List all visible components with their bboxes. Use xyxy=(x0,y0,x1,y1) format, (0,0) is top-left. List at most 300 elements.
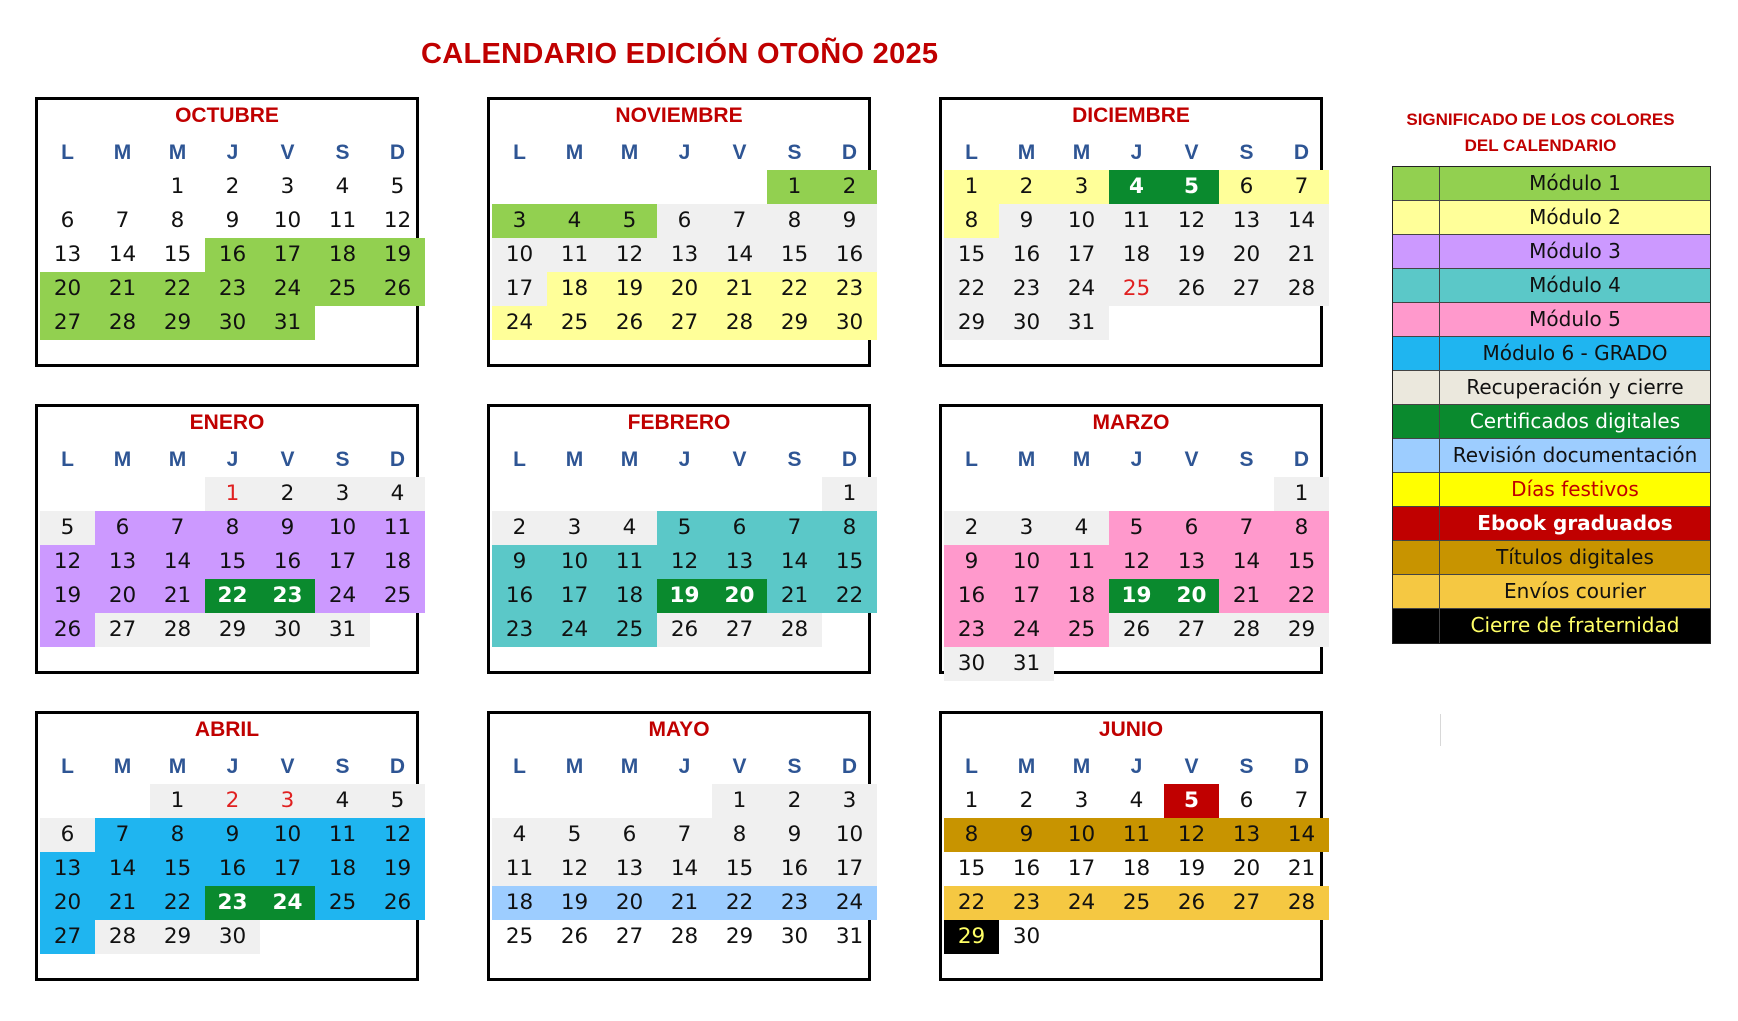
day-cell: 6 xyxy=(60,208,75,233)
legend-swatch xyxy=(1393,507,1440,540)
legend-label: Certificados digitales xyxy=(1440,405,1710,438)
day-cell: 28 xyxy=(767,613,822,647)
day-cell: 22 xyxy=(944,272,999,306)
day-cell: 16 xyxy=(999,238,1054,272)
weekday-label: J xyxy=(1130,141,1143,164)
day-cell: 28 xyxy=(1219,613,1274,647)
day-cell: 29 xyxy=(205,613,260,647)
day-cell: 11 xyxy=(315,818,370,852)
day-cell: 18 xyxy=(1054,579,1109,613)
day-cell: 13 xyxy=(1219,818,1274,852)
day-grid xyxy=(40,477,425,647)
day-cell: 10 xyxy=(315,511,370,545)
day-cell: 25 xyxy=(315,886,370,920)
weekday-header xyxy=(944,136,1329,170)
day-cell: 24 xyxy=(822,886,877,920)
day-cell: 25 xyxy=(370,579,425,613)
day-cell: 22 xyxy=(1274,579,1329,613)
day-cell: 25 xyxy=(602,613,657,647)
legend-label: Cierre de fraternidad xyxy=(1440,609,1710,643)
weekday-label: V xyxy=(1184,448,1199,471)
day-cell: 5 xyxy=(657,511,712,545)
day-cell: 5 xyxy=(1164,784,1219,818)
day-cell: 15 xyxy=(150,852,205,886)
weekday-label: M xyxy=(1017,141,1036,164)
day-cell: 19 xyxy=(602,272,657,306)
day-cell: 18 xyxy=(602,579,657,613)
day-cell: 3 xyxy=(1074,788,1089,813)
empty-cell xyxy=(547,784,602,818)
day-cell: 12 xyxy=(40,545,95,579)
weekday-label: J xyxy=(1130,448,1143,471)
weekday-label: M xyxy=(620,141,639,164)
month-name: MARZO xyxy=(1092,411,1170,434)
weekday-label: L xyxy=(965,448,978,471)
weekday-header xyxy=(492,443,877,477)
legend-item xyxy=(1393,507,1710,541)
day-cell: 21 xyxy=(150,579,205,613)
divider xyxy=(1440,714,1441,746)
day-cell: 2 xyxy=(492,511,547,545)
day-cell: 22 xyxy=(822,579,877,613)
day-cell: 14 xyxy=(1274,204,1329,238)
day-cell: 30 xyxy=(780,924,809,949)
day-cell: 8 xyxy=(944,204,999,238)
day-cell: 13 xyxy=(40,852,95,886)
day-grid xyxy=(492,477,877,647)
weekday-label: D xyxy=(389,755,406,778)
day-cell: 19 xyxy=(1109,579,1164,613)
day-cell: 14 xyxy=(1219,545,1274,579)
weekday-header xyxy=(492,750,877,784)
weekday-label: S xyxy=(787,141,802,164)
day-cell: 13 xyxy=(53,242,82,267)
day-cell: 13 xyxy=(712,545,767,579)
empty-cell xyxy=(712,477,767,511)
day-cell: 5 xyxy=(602,204,657,238)
day-cell: 20 xyxy=(1164,579,1219,613)
day-cell: 19 xyxy=(547,886,602,920)
day-cell: 9 xyxy=(999,818,1054,852)
day-cell: 8 xyxy=(150,818,205,852)
legend-label: Módulo 1 xyxy=(1440,167,1710,200)
day-cell: 27 xyxy=(1219,272,1274,306)
day-cell: 16 xyxy=(205,238,260,272)
empty-cell xyxy=(40,170,95,204)
day-cell: 22 xyxy=(150,886,205,920)
day-cell: 8 xyxy=(1274,511,1329,545)
day-cell: 16 xyxy=(944,579,999,613)
day-cell: 27 xyxy=(712,613,767,647)
legend-item xyxy=(1393,337,1710,371)
day-cell: 10 xyxy=(492,238,547,272)
day-cell: 8 xyxy=(767,204,822,238)
weekday-label: J xyxy=(678,448,691,471)
empty-cell xyxy=(95,170,150,204)
day-cell: 26 xyxy=(1164,886,1219,920)
empty-cell xyxy=(1219,477,1274,511)
day-cell: 20 xyxy=(712,579,767,613)
day-cell: 26 xyxy=(1109,613,1164,647)
legend-swatch xyxy=(1393,609,1440,643)
day-cell: 12 xyxy=(1164,818,1219,852)
month-febrero xyxy=(487,404,871,674)
legend-title-line1: SIGNIFICADO DE LOS COLORES xyxy=(1406,110,1675,129)
legend-swatch xyxy=(1393,235,1440,268)
day-cell: 23 xyxy=(205,886,260,920)
legend-swatch xyxy=(1393,269,1440,302)
day-cell: 12 xyxy=(1164,204,1219,238)
weekday-label: L xyxy=(513,448,526,471)
day-cell: 4 xyxy=(492,818,547,852)
weekday-header xyxy=(944,443,1329,477)
day-cell: 21 xyxy=(767,579,822,613)
day-cell: 7 xyxy=(1294,788,1309,813)
legend-swatch xyxy=(1393,337,1440,370)
weekday-label: D xyxy=(389,448,406,471)
weekday-label: M xyxy=(113,448,132,471)
legend-swatch xyxy=(1393,473,1440,506)
day-cell: 2 xyxy=(260,477,315,511)
weekday-label: J xyxy=(1130,755,1143,778)
day-cell: 23 xyxy=(205,272,260,306)
day-cell: 15 xyxy=(767,238,822,272)
legend-label: Módulo 5 xyxy=(1440,303,1710,336)
weekday-label: D xyxy=(1293,141,1310,164)
day-cell: 29 xyxy=(1274,613,1329,647)
legend-item xyxy=(1393,235,1710,269)
month-mayo xyxy=(487,711,871,981)
day-cell: 1 xyxy=(205,477,260,511)
day-cell: 30 xyxy=(999,306,1054,340)
day-cell: 5 xyxy=(390,174,405,199)
day-cell: 5 xyxy=(1109,511,1164,545)
weekday-label: J xyxy=(226,448,239,471)
day-cell: 15 xyxy=(205,545,260,579)
empty-cell xyxy=(944,477,999,511)
day-cell: 31 xyxy=(315,613,370,647)
day-cell: 15 xyxy=(957,856,986,881)
day-cell: 15 xyxy=(1274,545,1329,579)
month-enero xyxy=(35,404,419,674)
day-cell: 27 xyxy=(95,613,150,647)
legend-swatch xyxy=(1393,541,1440,574)
day-cell: 1 xyxy=(1274,477,1329,511)
empty-cell xyxy=(657,477,712,511)
day-cell: 6 xyxy=(657,204,712,238)
weekday-label: M xyxy=(1017,755,1036,778)
day-cell: 7 xyxy=(150,511,205,545)
day-cell: 15 xyxy=(163,242,192,267)
day-cell: 21 xyxy=(657,886,712,920)
day-cell: 27 xyxy=(40,306,95,340)
day-cell: 16 xyxy=(822,238,877,272)
day-cell: 20 xyxy=(602,886,657,920)
day-cell: 1 xyxy=(150,784,205,818)
day-cell: 19 xyxy=(370,238,425,272)
day-cell: 6 xyxy=(95,511,150,545)
day-cell: 7 xyxy=(1274,170,1329,204)
day-cell: 10 xyxy=(547,545,602,579)
day-cell: 10 xyxy=(273,208,302,233)
month-abril xyxy=(35,711,419,981)
day-cell: 29 xyxy=(944,306,999,340)
day-cell: 20 xyxy=(40,272,95,306)
month-name: MAYO xyxy=(648,718,710,741)
day-cell: 6 xyxy=(1219,170,1274,204)
day-cell: 31 xyxy=(260,306,315,340)
day-cell: 20 xyxy=(40,886,95,920)
day-cell: 17 xyxy=(1067,856,1096,881)
day-cell: 11 xyxy=(1109,204,1164,238)
day-cell: 4 xyxy=(1054,511,1109,545)
month-name: JUNIO xyxy=(1098,718,1164,741)
weekday-label: S xyxy=(787,448,802,471)
day-cell: 30 xyxy=(944,647,999,681)
day-cell: 28 xyxy=(95,920,150,954)
day-cell: 28 xyxy=(1274,272,1329,306)
empty-cell xyxy=(95,784,150,818)
legend-label: Módulo 3 xyxy=(1440,235,1710,268)
day-cell: 23 xyxy=(492,613,547,647)
day-cell: 30 xyxy=(1012,924,1041,949)
day-cell: 1 xyxy=(944,170,999,204)
weekday-label: J xyxy=(678,755,691,778)
month-name: DICIEMBRE xyxy=(1072,104,1190,127)
day-cell: 18 xyxy=(1109,238,1164,272)
day-grid xyxy=(944,784,1329,954)
day-cell: 26 xyxy=(370,886,425,920)
weekday-label: S xyxy=(335,141,350,164)
day-cell: 19 xyxy=(1177,856,1206,881)
weekday-label: J xyxy=(226,141,239,164)
weekday-label: V xyxy=(1184,755,1199,778)
day-cell: 9 xyxy=(999,204,1054,238)
day-cell: 18 xyxy=(315,852,370,886)
day-cell: 17 xyxy=(315,545,370,579)
day-cell: 1 xyxy=(964,788,979,813)
empty-cell xyxy=(767,477,822,511)
day-cell: 27 xyxy=(657,306,712,340)
day-cell: 14 xyxy=(712,238,767,272)
weekday-label: L xyxy=(61,141,74,164)
day-cell: 21 xyxy=(95,886,150,920)
day-cell: 29 xyxy=(725,924,754,949)
day-cell: 4 xyxy=(335,174,350,199)
weekday-header xyxy=(944,750,1329,784)
month-name: FEBRERO xyxy=(627,411,731,434)
empty-cell xyxy=(1054,477,1109,511)
day-cell: 14 xyxy=(657,852,712,886)
day-cell: 14 xyxy=(1274,818,1329,852)
day-cell: 22 xyxy=(712,886,767,920)
day-cell: 22 xyxy=(767,272,822,306)
weekday-label: M xyxy=(620,755,639,778)
day-cell: 5 xyxy=(40,511,95,545)
day-cell: 31 xyxy=(999,647,1054,681)
day-cell: 12 xyxy=(602,238,657,272)
day-cell: 9 xyxy=(260,511,315,545)
color-legend xyxy=(1392,166,1711,644)
weekday-label: L xyxy=(965,755,978,778)
day-cell: 9 xyxy=(767,818,822,852)
day-cell: 17 xyxy=(1054,238,1109,272)
day-cell: 9 xyxy=(944,545,999,579)
weekday-label: S xyxy=(1239,755,1254,778)
month-marzo xyxy=(939,404,1323,674)
weekday-header xyxy=(40,750,425,784)
day-cell: 3 xyxy=(492,204,547,238)
legend-item xyxy=(1393,167,1710,201)
day-cell: 29 xyxy=(767,306,822,340)
day-cell: 19 xyxy=(657,579,712,613)
weekday-label: M xyxy=(620,448,639,471)
empty-cell xyxy=(95,477,150,511)
day-cell: 9 xyxy=(225,208,240,233)
weekday-label: M xyxy=(565,141,584,164)
day-cell: 20 xyxy=(1219,238,1274,272)
empty-cell xyxy=(547,477,602,511)
day-cell: 1 xyxy=(822,477,877,511)
day-cell: 8 xyxy=(944,818,999,852)
day-cell: 25 xyxy=(1109,272,1164,306)
day-cell: 29 xyxy=(150,920,205,954)
day-cell: 5 xyxy=(370,784,425,818)
day-cell: 31 xyxy=(835,924,864,949)
day-cell: 25 xyxy=(505,924,534,949)
weekday-label: M xyxy=(168,448,187,471)
day-cell: 10 xyxy=(1054,204,1109,238)
day-cell: 11 xyxy=(1054,545,1109,579)
month-name: ABRIL xyxy=(194,718,260,741)
day-grid xyxy=(40,784,425,954)
day-cell: 23 xyxy=(260,579,315,613)
day-cell: 7 xyxy=(95,818,150,852)
day-cell: 3 xyxy=(260,784,315,818)
legend-label: Módulo 6 - GRADO xyxy=(1440,337,1710,370)
day-cell: 11 xyxy=(328,208,357,233)
day-cell: 19 xyxy=(370,852,425,886)
day-cell: 22 xyxy=(150,272,205,306)
day-cell: 27 xyxy=(1219,886,1274,920)
day-cell: 30 xyxy=(205,920,260,954)
day-cell: 7 xyxy=(767,511,822,545)
weekday-label: D xyxy=(1293,755,1310,778)
weekday-label: M xyxy=(565,755,584,778)
empty-cell xyxy=(492,477,547,511)
day-cell: 22 xyxy=(944,886,999,920)
day-cell: 4 xyxy=(1109,170,1164,204)
month-name: NOVIEMBRE xyxy=(615,104,743,127)
day-cell: 27 xyxy=(1164,613,1219,647)
day-cell: 21 xyxy=(712,272,767,306)
weekday-label: V xyxy=(1184,141,1199,164)
day-cell: 2 xyxy=(944,511,999,545)
weekday-label: V xyxy=(280,755,295,778)
month-junio xyxy=(939,711,1323,981)
day-cell: 27 xyxy=(615,924,644,949)
legend-label: Envíos courier xyxy=(1440,575,1710,608)
day-cell: 16 xyxy=(1012,856,1041,881)
empty-cell xyxy=(657,784,712,818)
day-cell: 26 xyxy=(602,306,657,340)
day-cell: 16 xyxy=(260,545,315,579)
legend-item xyxy=(1393,269,1710,303)
day-cell: 15 xyxy=(712,852,767,886)
empty-cell xyxy=(492,784,547,818)
day-cell: 3 xyxy=(315,477,370,511)
day-cell: 12 xyxy=(547,852,602,886)
month-name: OCTUBRE xyxy=(175,104,279,127)
day-cell: 30 xyxy=(260,613,315,647)
weekday-label: L xyxy=(513,755,526,778)
day-cell: 4 xyxy=(602,511,657,545)
weekday-label: M xyxy=(1017,448,1036,471)
legend-title-line2: DEL CALENDARIO xyxy=(1464,136,1617,155)
day-cell: 16 xyxy=(492,579,547,613)
day-cell: 23 xyxy=(999,272,1054,306)
day-grid xyxy=(40,170,425,340)
legend-swatch xyxy=(1393,575,1440,608)
day-cell: 13 xyxy=(95,545,150,579)
empty-cell xyxy=(602,170,657,204)
day-cell: 24 xyxy=(260,886,315,920)
day-cell: 2 xyxy=(822,170,877,204)
day-cell: 17 xyxy=(492,272,547,306)
day-cell: 23 xyxy=(944,613,999,647)
day-cell: 14 xyxy=(108,242,137,267)
weekday-label: S xyxy=(1239,141,1254,164)
day-cell: 25 xyxy=(1054,613,1109,647)
empty-cell xyxy=(602,784,657,818)
day-cell: 28 xyxy=(670,924,699,949)
weekday-label: D xyxy=(841,448,858,471)
day-cell: 24 xyxy=(547,613,602,647)
day-cell: 24 xyxy=(260,272,315,306)
weekday-label: S xyxy=(787,755,802,778)
day-cell: 20 xyxy=(657,272,712,306)
day-cell: 1 xyxy=(170,174,185,199)
legend-item xyxy=(1393,405,1710,439)
legend-label: Módulo 2 xyxy=(1440,201,1710,234)
weekday-label: L xyxy=(513,141,526,164)
day-cell: 10 xyxy=(260,818,315,852)
day-cell: 14 xyxy=(767,545,822,579)
day-cell: 24 xyxy=(999,613,1054,647)
day-cell: 18 xyxy=(1122,856,1151,881)
day-cell: 8 xyxy=(170,208,185,233)
day-cell: 17 xyxy=(260,852,315,886)
month-diciembre xyxy=(939,97,1323,367)
legend-item xyxy=(1393,201,1710,235)
day-cell: 2 xyxy=(225,174,240,199)
day-cell: 18 xyxy=(370,545,425,579)
legend-title xyxy=(1392,107,1689,159)
day-cell: 2 xyxy=(1019,788,1034,813)
month-octubre xyxy=(35,97,419,367)
day-grid xyxy=(492,170,877,340)
day-cell: 23 xyxy=(767,886,822,920)
day-cell: 6 xyxy=(1164,511,1219,545)
day-cell: 19 xyxy=(40,579,95,613)
legend-item xyxy=(1393,371,1710,405)
day-cell: 29 xyxy=(150,306,205,340)
day-cell: 1 xyxy=(767,170,822,204)
day-cell: 6 xyxy=(40,818,95,852)
day-cell: 28 xyxy=(1274,886,1329,920)
empty-cell xyxy=(1164,477,1219,511)
day-cell: 17 xyxy=(999,579,1054,613)
